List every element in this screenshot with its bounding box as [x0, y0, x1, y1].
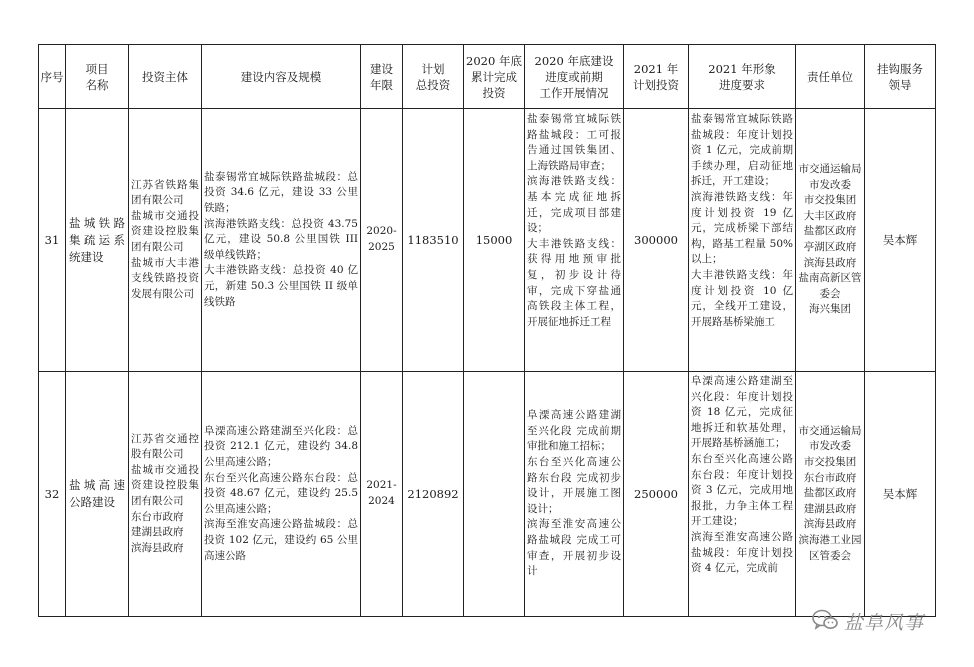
row-content [202, 372, 361, 617]
row-req2021-text: 阜溧高速公路建湖至兴化段：年度计划投资 18 亿元，完成征地拆迁和软基处理，开展路基桥涵施工； 东台至兴化高速公路东台段：年度计划投资 3 亿元，完成用地报批，力争主体工程开工建设； 滨海至淮安高速公路盐城段：年度计划投资 4 亿元，完成前 [691, 375, 793, 575]
table-row [39, 372, 936, 617]
row-progress2020 [525, 372, 624, 617]
row-progress2020-text: 阜溧高速公路建湖至兴化段 完成前期审批和施工招标； 东台至兴化高速公路东台段 完成初步设计，开展施工图设计； 滨海至淮安高速公路盐城段 完成工可审查，开展初步设计 [527, 409, 621, 578]
row-name [66, 109, 129, 372]
header-content: 建设内容及规模 [202, 45, 361, 109]
header-period: 建设 年限 [361, 45, 403, 109]
row-progress2020 [525, 109, 624, 372]
row-req2021 [689, 109, 796, 372]
header-total: 计划 总投资 [403, 45, 464, 109]
row-unit [796, 372, 865, 617]
row-investor [129, 109, 202, 372]
row-name-text: 盐城铁路集疏运系统建设 [69, 215, 125, 264]
header-unit: 责任单位 [796, 45, 865, 109]
row-investor-text: 江苏省铁路集团有限公司 盐城市交通投资建设控股集团有限公司 盐城市大丰港支线铁路投资发展有限公司 [131, 178, 199, 300]
row-no: 31 [39, 109, 66, 372]
row-req2021 [689, 372, 796, 617]
row-cum2020: 15000 [464, 109, 525, 372]
row-leader: 吴本辉 [865, 109, 936, 372]
row-progress2020-text: 盐泰锡常宜城际铁路盐城段：工可报告通过国铁集团、上海铁路局审查； 滨海港铁路支线：基本完成征地拆迁，完成项目部建设； 大丰港铁路支线：获得用地预审批复，初步设计待审，完成下穿盐通高铁段主体工程，开展征地拆迁工程 [527, 113, 621, 328]
row-cum2020 [464, 372, 525, 617]
row-unit-text: 市交通运输局 市发改委 市交投集团 大丰区政府 盐都区政府 亭湖区政府 滨海县政府 盐南高新区管委会 海兴集团 [798, 163, 862, 316]
header-plan2021: 2021 年 计划投资 [624, 45, 689, 109]
watermark [812, 608, 924, 635]
header-leader: 挂钩服务 领导 [865, 45, 936, 109]
row-total: 2120892 [403, 372, 464, 617]
header-no: 序号 [39, 45, 66, 109]
row-total: 1183510 [403, 109, 464, 372]
row-name [66, 372, 129, 617]
row-period: 2020- 2025 [361, 109, 403, 372]
header-progress2020: 2020 年底建设 进度或前期 工作开展情况 [525, 45, 624, 109]
row-plan2021: 250000 [624, 372, 689, 617]
row-leader: 吴本辉 [865, 372, 936, 617]
row-content [202, 109, 361, 372]
row-period: 2021- 2024 [361, 372, 403, 617]
row-investor [129, 372, 202, 617]
header-req2021: 2021 年形象 进度要求 [689, 45, 796, 109]
row-unit-text: 市交通运输局 市发改委 市交投集团 东台市政府 盐都区政府 建湖县政府 滨海县政府 滨海港工业园区管委会 [798, 424, 862, 562]
row-req2021-text: 盐泰锡常宜城际铁路盐城段：年度计划投资 1 亿元，完成前期手续办理，启动征地拆迁，开工建设； 滨海港铁路支线：年度计划投资 19 亿元，完成桥梁下部结构，路基工程量 50% 以上； 大丰港铁路支线：年度计划投资 10 亿元，全线开工建设，开展路基桥梁施工 [691, 113, 793, 328]
header-row [39, 45, 936, 109]
header-cum2020: 2020 年底 累计完成 投资 [464, 45, 525, 109]
row-name-text: 盐城高速公路建设 [69, 478, 125, 509]
row-content-text: 盐泰锡常宜城际铁路盐城段：总投资 34.6 亿元，建设 33 公里铁路； 滨海港铁路支线：总投资 43.75 亿元，建设 50.8 公里国铁 III 级单线铁路； 大丰港铁路支线：总投资 40 亿元，新建 50.3 公里国铁 II 级单线铁路 [204, 170, 358, 308]
row-content-text: 阜溧高速公路建湖至兴化段：总投资 212.1 亿元，建设约 34.8 公里高速公路； 东台至兴化高速公路东台段：总投资 48.67 亿元，建设约 25.5 公里高速公路； 滨海至淮安高速公路盐城段：总投资 102 亿元，建设约 65 公里高速公路 [204, 424, 358, 562]
row-plan2021: 300000 [624, 109, 689, 372]
wechat-icon [812, 609, 838, 635]
row-no: 32 [39, 372, 66, 617]
table-row [39, 109, 936, 372]
project-table [38, 44, 936, 617]
watermark-text: 盐阜风事 [844, 612, 925, 634]
header-investor: 投资主体 [129, 45, 202, 109]
row-investor-text: 江苏省交通控股有限公司 盐城市交通投资建设控股集团有限公司 东台市政府 建湖县政府 滨海县政府 [131, 432, 199, 554]
header-name: 项目 名称 [66, 45, 129, 109]
row-unit [796, 109, 865, 372]
